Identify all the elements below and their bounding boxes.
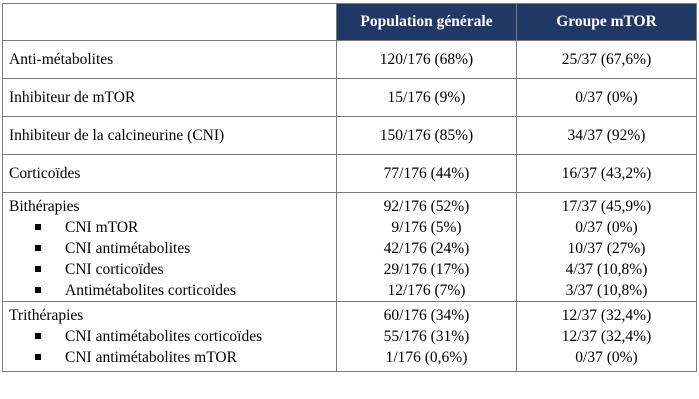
list-item xyxy=(9,259,336,280)
mtor-value: 3/37 (10,8%) xyxy=(565,282,648,299)
square-bullet-icon xyxy=(35,287,41,293)
table-row xyxy=(3,41,697,79)
table-row xyxy=(3,155,697,193)
square-bullet-icon xyxy=(35,224,41,230)
mtor-value: 34/37 (92%) xyxy=(517,117,697,155)
mtor-value: 12/37 (32,4%) xyxy=(561,328,652,345)
header-groupe-mtor: Groupe mTOR xyxy=(517,4,697,41)
general-value: 29/176 (17%) xyxy=(383,261,470,278)
row-label: Inhibiteur de la calcineurine (CNI) xyxy=(3,117,337,155)
mtor-value: 4/37 (10,8%) xyxy=(565,261,648,278)
list-item xyxy=(9,217,336,238)
item-label: CNI antimétabolites corticoïdes xyxy=(65,328,263,345)
item-label: CNI mTOR xyxy=(65,219,139,236)
square-bullet-icon xyxy=(35,245,41,251)
header-row xyxy=(3,4,697,41)
tritherapies-label-cell xyxy=(3,302,337,372)
general-value: 120/176 (68%) xyxy=(337,41,517,79)
square-bullet-icon xyxy=(35,266,41,272)
mtor-value: 12/37 (32,4%) xyxy=(561,307,652,324)
item-label: CNI antimétabolites mTOR xyxy=(65,349,237,366)
mtor-value: 17/37 (45,9%) xyxy=(561,198,652,215)
general-value: 1/176 (0,6%) xyxy=(385,349,468,366)
list-item xyxy=(9,347,336,368)
row-label: Anti-métabolites xyxy=(3,41,337,79)
mtor-value: 0/37 (0%) xyxy=(575,219,638,236)
bitherapies-mtor-cell xyxy=(517,193,697,302)
general-value: 42/176 (24%) xyxy=(383,240,470,257)
mtor-value: 16/37 (43,2%) xyxy=(517,155,697,193)
item-label: Antimétabolites corticoïdes xyxy=(65,282,236,299)
bitherapies-label-cell xyxy=(3,193,337,302)
tritherapies-label: Trithérapies xyxy=(9,307,84,324)
mtor-value: 0/37 (0%) xyxy=(575,349,638,366)
square-bullet-icon xyxy=(35,354,41,360)
bitherapies-row xyxy=(3,193,697,302)
general-value: 92/176 (52%) xyxy=(383,198,470,215)
item-label: CNI corticoïdes xyxy=(65,261,164,278)
bitherapies-label: Bithérapies xyxy=(9,198,80,215)
list-item xyxy=(9,280,336,301)
tritherapies-general-cell xyxy=(337,302,517,372)
list-item xyxy=(9,326,336,347)
list-item xyxy=(9,238,336,259)
header-population-generale: Population générale xyxy=(337,4,517,41)
row-label: Corticoïdes xyxy=(3,155,337,193)
treatment-table xyxy=(2,3,697,372)
mtor-value: 10/37 (27%) xyxy=(567,240,646,257)
header-empty-cell xyxy=(3,4,337,41)
general-value: 12/176 (7%) xyxy=(387,282,466,299)
tritherapies-row xyxy=(3,302,697,372)
mtor-value: 0/37 (0%) xyxy=(517,79,697,117)
row-label: Inhibiteur de mTOR xyxy=(3,79,337,117)
general-value: 55/176 (31%) xyxy=(383,328,470,345)
square-bullet-icon xyxy=(35,333,41,339)
table-row xyxy=(3,79,697,117)
general-value: 150/176 (85%) xyxy=(337,117,517,155)
item-label: CNI antimétabolites xyxy=(65,240,191,257)
general-value: 60/176 (34%) xyxy=(383,307,470,324)
general-value: 9/176 (5%) xyxy=(391,219,462,236)
table-row xyxy=(3,117,697,155)
general-value: 77/176 (44%) xyxy=(337,155,517,193)
general-value: 15/176 (9%) xyxy=(337,79,517,117)
tritherapies-mtor-cell xyxy=(517,302,697,372)
bitherapies-general-cell xyxy=(337,193,517,302)
mtor-value: 25/37 (67,6%) xyxy=(517,41,697,79)
